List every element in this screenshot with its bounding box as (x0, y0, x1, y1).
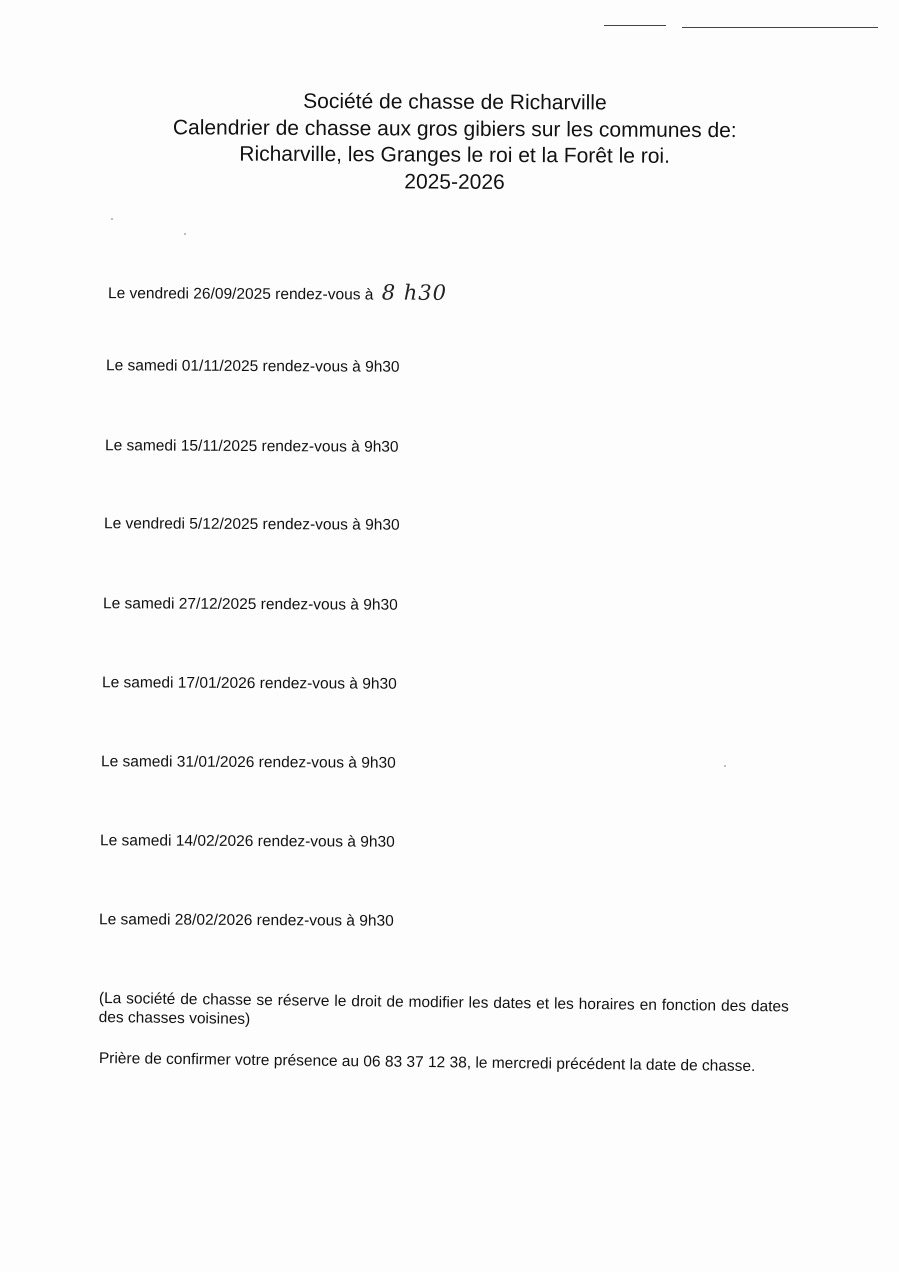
schedule-change-notice: (La société de chasse se réserve le droit de modifier les dates et les horaires en fonction des dates des chasses voisines) (98, 990, 789, 1028)
appointment-time: 9h30 (361, 754, 396, 772)
header-communes: Richarville, les Granges le roi et la Forêt le roi. (239, 142, 671, 168)
appointment-text: Le samedi 01/11/2025 rendez-vous à (105, 357, 361, 376)
appointment-item (104, 515, 400, 535)
appointment-text: Le samedi 31/01/2026 rendez-vous à (100, 753, 357, 772)
appointment-time: 9h30 (360, 833, 395, 851)
appointment-time: 9h30 (364, 438, 399, 456)
appointment-text: Le samedi 27/12/2025 rendez-vous à (102, 595, 359, 614)
appointment-item (106, 357, 400, 377)
appointment-text: Le samedi 15/11/2025 rendez-vous à (104, 437, 360, 456)
appointment-item (100, 832, 395, 852)
appointment-time: 9h30 (365, 516, 400, 534)
header-society-name: Société de chasse de Richarville (303, 89, 607, 115)
appointment-text: Le samedi 28/02/2026 rendez-vous à (98, 911, 355, 930)
appointment-time: 9h30 (363, 596, 398, 614)
appointment-item (105, 437, 399, 457)
appointment-time: 9h30 (359, 912, 394, 930)
attendance-confirmation-note: Prière de confirmer votre présence au 06 83 37 12 38, le mercredi précédent la date de chasse. (98, 1050, 756, 1076)
header-season: 2025-2026 (404, 169, 505, 194)
appointment-item (103, 595, 398, 615)
appointment-time-handwritten: 8 h30 (381, 280, 448, 305)
appointment-text: Le samedi 14/02/2026 rendez-vous à (99, 832, 356, 851)
header-calendar-title: Calendrier de chasse aux gros gibiers sur les communes de: (172, 115, 737, 142)
appointment-text: Le samedi 17/01/2026 rendez-vous à (101, 674, 358, 693)
appointment-item (102, 674, 397, 694)
appointment-item (99, 911, 394, 931)
appointment-time: 9h30 (362, 675, 397, 693)
appointment-text: Le vendredi 5/12/2025 rendez-vous à (103, 515, 361, 534)
appointment-time: 9h30 (365, 358, 400, 376)
appointment-item (108, 279, 447, 305)
appointment-item (101, 753, 396, 773)
appointment-text: Le vendredi 26/09/2025 rendez-vous à (107, 285, 374, 304)
